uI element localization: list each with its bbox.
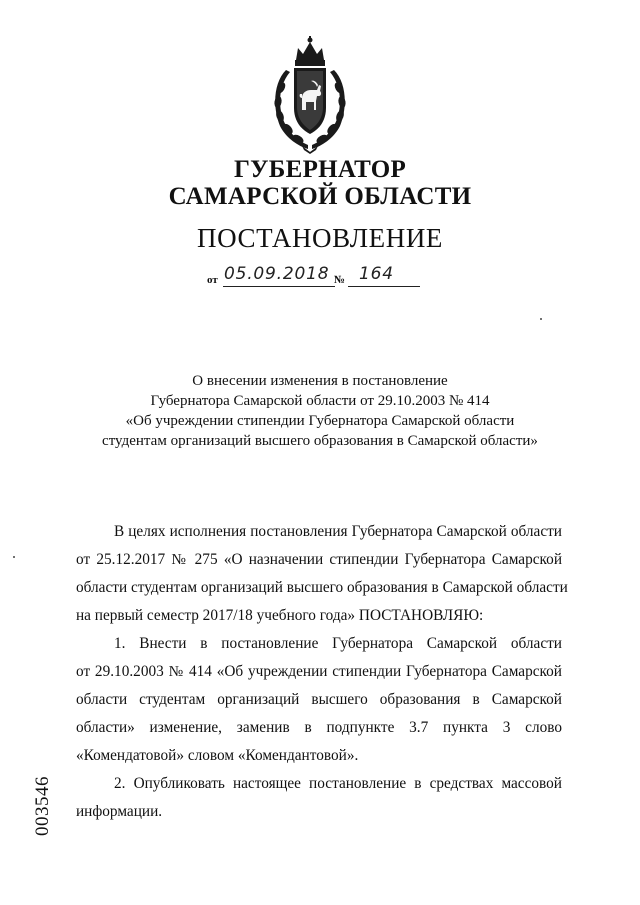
coat-of-arms-icon xyxy=(268,36,352,154)
authority-title-line1: ГУБЕРНАТОР xyxy=(233,156,407,183)
item1-line: области студентам организаций высшего образования в Самарской xyxy=(76,691,562,708)
registration-number: 003546 xyxy=(32,776,53,836)
decree-body xyxy=(76,518,568,826)
scan-speck xyxy=(540,318,542,320)
preamble-line: от 25.12.2017 № 275 «О назначении стипендии Губернатора Самарской xyxy=(76,551,562,568)
item1-line: от 29.10.2003 № 414 «Об учреждении стипендии Губернатора Самарской xyxy=(76,663,562,680)
subject-line: студентам организаций высшего образования в Самарской области» xyxy=(102,433,538,449)
item2-line: 2. Опубликовать настоящее постановление в средствах массовой xyxy=(114,775,562,792)
number-value: 164 xyxy=(359,264,394,284)
item1-line: области» изменение, заменив в подпункте 3.7 пункта 3 слово xyxy=(76,719,562,736)
date-underline xyxy=(223,286,335,287)
item2-line: информации. xyxy=(76,803,163,820)
decree-subject xyxy=(0,371,640,451)
subject-line: Губернатора Самарской области от 29.10.2003 № 414 xyxy=(150,393,490,409)
document-type: ПОСТАНОВЛЕНИЕ xyxy=(196,223,444,253)
preamble-line: В целях исполнения постановления Губернатора Самарской области xyxy=(114,523,562,540)
authority-title-line2: САМАРСКОЙ ОБЛАСТИ xyxy=(168,183,472,210)
number-label: № xyxy=(334,274,346,286)
scan-speck xyxy=(13,556,15,558)
item1-line: «Комендатовой» словом «Комендантовой». xyxy=(76,747,359,764)
date-label: от xyxy=(207,274,218,286)
subject-line: «Об учреждении стипендии Губернатора Самарской области xyxy=(125,413,515,429)
preamble-line: области студентам организаций высшего образования в Самарской области xyxy=(76,579,568,596)
number-underline xyxy=(348,286,420,287)
preamble-line: на первый семестр 2017/18 учебного года» ПОСТАНОВЛЯЮ: xyxy=(76,607,484,624)
subject-line: О внесении изменения в постановление xyxy=(192,373,448,389)
date-number-line xyxy=(207,262,447,288)
date-value: 05.09.2018 xyxy=(224,264,330,284)
item1-line: 1. Внести в постановление Губернатора Самарской области xyxy=(114,635,562,652)
